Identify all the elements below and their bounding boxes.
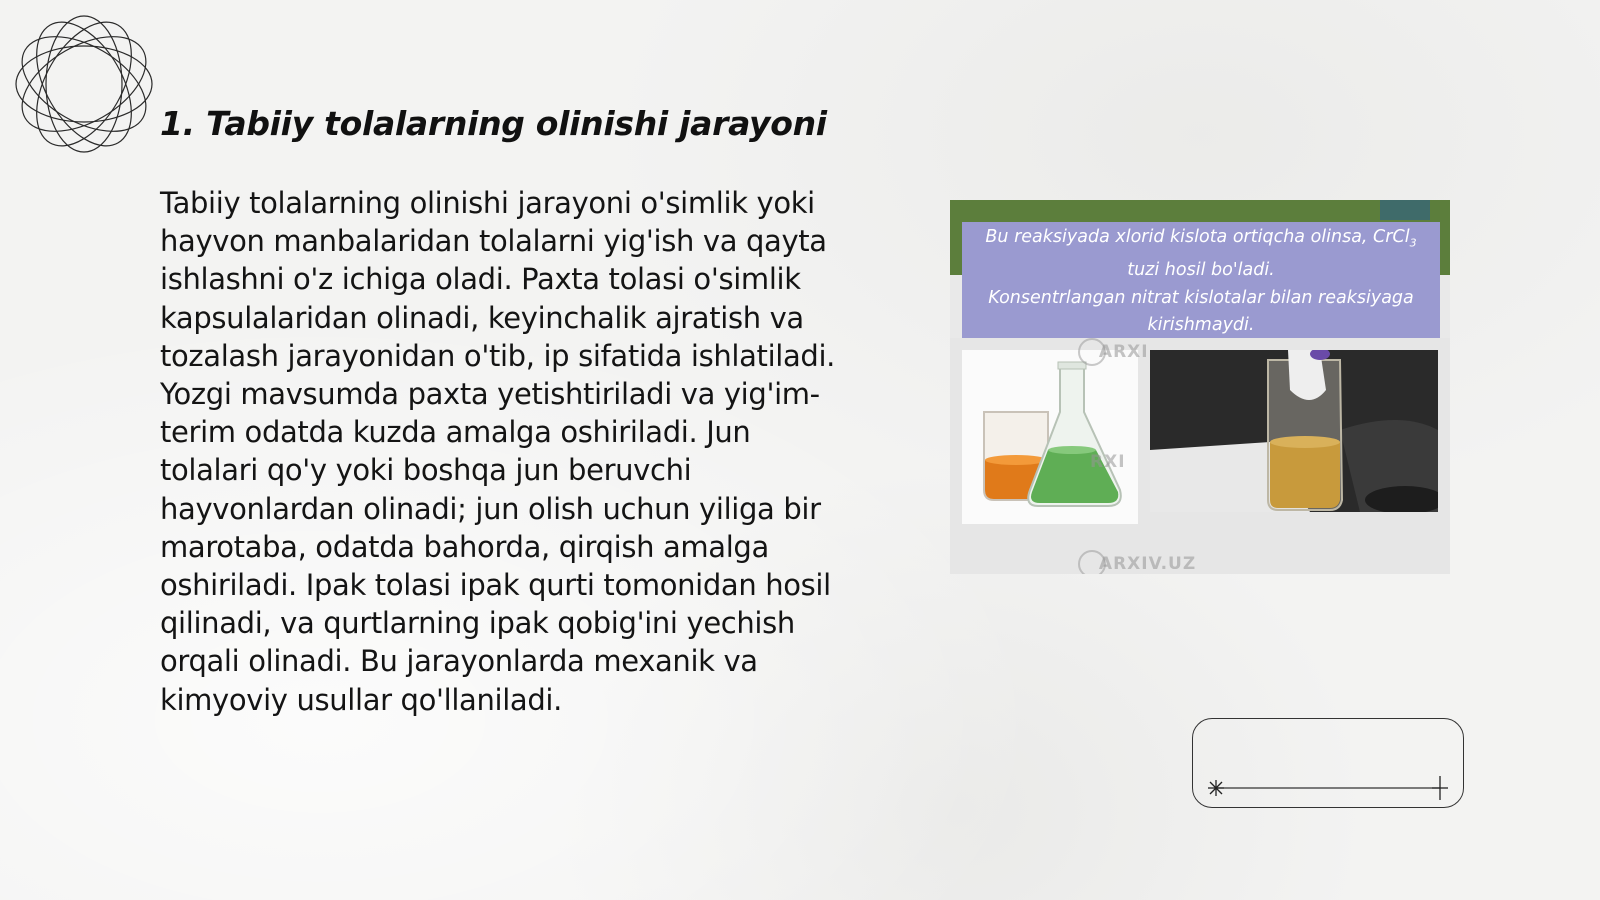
figure-caption: [962, 222, 1440, 338]
slide-title: 1. Tabiiy tolalarning olinishi jarayoni: [160, 104, 827, 143]
caption-line-4: kirishmaydi.: [1147, 315, 1255, 335]
ornament-rings-icon: [10, 10, 158, 158]
figure-image: [950, 200, 1450, 574]
reaction-beaker-photo: [1150, 350, 1438, 512]
caption-line-1: Bu reaksiyada xlorid kislota ortiqcha olinsa, CrCl$_3$: [985, 227, 1417, 250]
beaker-flask-photo: [962, 350, 1138, 524]
frame-line-decoration: [1192, 718, 1464, 808]
watermark-arxiv: ARXIV.UZ: [1078, 550, 1196, 574]
caption-line-2: tuzi hosil bo'ladi.: [1127, 260, 1275, 280]
glassware-illustration: [962, 350, 1138, 524]
plus-star-icon: [1432, 776, 1448, 800]
decorative-frame: [1192, 718, 1464, 808]
reaction-scene-illustration: [1150, 350, 1438, 512]
slide-body-text: Tabiiy tolalarning olinishi jarayoni o'simlik yoki hayvon manbalaridan tolalarni yig'ish va qayta ishlashni o'z ichiga oladi. Paxta tolasi o'simlik kapsulalaridan olinadi, keyinchalik ajratish va tozalash jarayonidan o'tib, ip sifatida ishlatiladi. Yozgi mavsumda paxta yetishtiriladi va yig'im-terim odatda kuzda amalga oshiriladi. Jun tolalari qo'y yoki boshqa jun beruvchi hayvonlardan olinadi; jun olish uchun yiliga bir marotaba, odatda bahorda, qirqish amalga oshiriladi. Ipak tolasi ipak qurti tomonidan hosil qilinadi, va qurtlarning ipak qobig'ini yechish orqali olinadi. Bu jarayonlarda mexanik va kimyoviy usullar qo'llaniladi.: [160, 186, 836, 717]
watermark-partial-1: ARXI: [1078, 338, 1149, 366]
watermark-partial-2: RXI: [1090, 452, 1126, 472]
sparkle-icon: [1208, 780, 1224, 796]
caption-line-3: Konsentrlangan nitrat kislotalar bilan reaksiyaga: [988, 287, 1414, 308]
figure-top-accent: [1380, 200, 1430, 220]
